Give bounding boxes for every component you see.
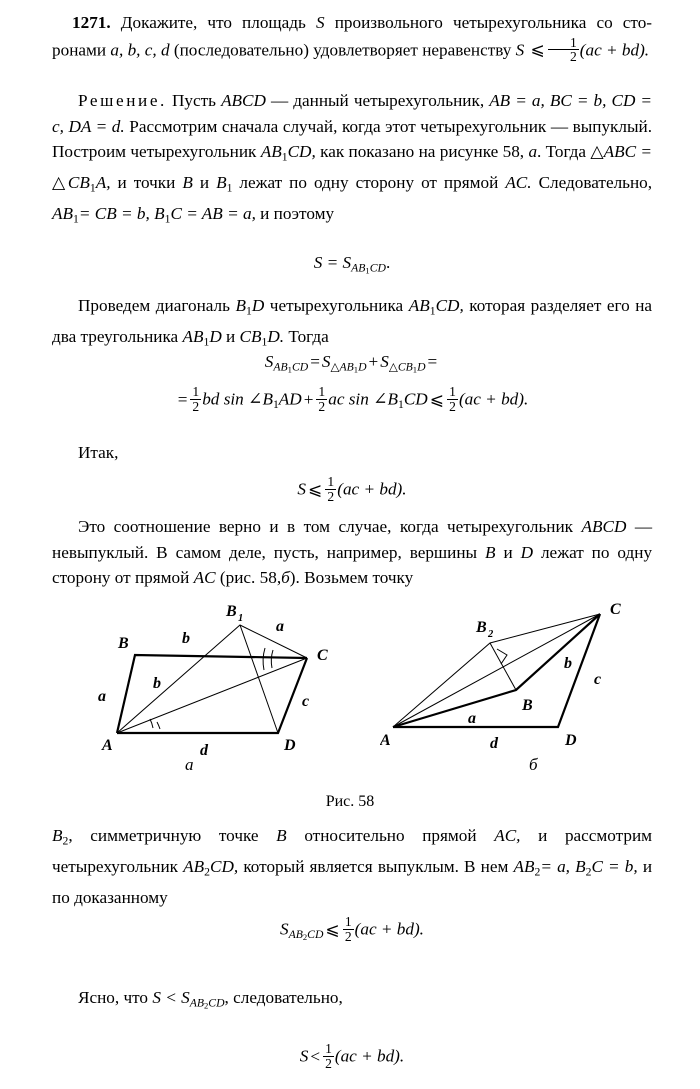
p3-t4: лежат по одну сторону от прямой bbox=[52, 542, 653, 588]
solution-heading: Решение. bbox=[78, 91, 167, 110]
fraction-numerator: 1 bbox=[569, 34, 577, 50]
math-B1-subscript: 1 bbox=[226, 181, 233, 195]
math-AB1CD-base: AB bbox=[260, 142, 282, 162]
eq5-lt: < bbox=[310, 1046, 321, 1066]
fig-b-edge-AB: a bbox=[468, 710, 476, 727]
eq5-f-den: 2 bbox=[325, 1055, 332, 1071]
p3-t5: (рис. 58, bbox=[219, 568, 282, 588]
math-AB1-base: AB bbox=[52, 203, 73, 223]
math-ABCD: ABCD bbox=[221, 91, 266, 110]
math-AB1D-tail: D bbox=[209, 326, 222, 346]
eq2l2-term2-sub: 1 bbox=[398, 397, 404, 411]
math-B1 bbox=[216, 173, 233, 195]
p1-t4: как показано на рисунке 58, bbox=[320, 142, 525, 162]
solution-p3-text bbox=[52, 514, 652, 591]
math-B1D-base: B bbox=[235, 296, 246, 315]
eq4-sub-b: 2 bbox=[302, 932, 308, 942]
eq4-f-den: 2 bbox=[344, 928, 352, 944]
fig-a-edge-AD: d bbox=[200, 742, 208, 759]
math-AB1D bbox=[182, 326, 222, 349]
figure-58 bbox=[0, 598, 700, 810]
fig-a-edge-AB1: b bbox=[153, 675, 161, 692]
problem-statement-text bbox=[52, 10, 652, 64]
equation-4 bbox=[52, 915, 652, 944]
math-AC: AC. bbox=[505, 173, 532, 193]
math-B2-subscript: 2 bbox=[62, 834, 69, 848]
math-S-lt-sub-c: CD bbox=[208, 996, 225, 1010]
problem-number: 1271. bbox=[72, 13, 111, 32]
p1-t5: . Тогда bbox=[537, 142, 587, 162]
p1-t3: Рассмотрим сначала случай, когда этот четырехугольник — выпуклый. Построим четырехугольник bbox=[52, 116, 653, 162]
math-AB1-eq-CB bbox=[52, 203, 256, 226]
math-AB2eq-tail: C = b, bbox=[591, 856, 638, 876]
fig-b-edge-CD: c bbox=[594, 671, 602, 688]
math-B-2: B bbox=[485, 542, 496, 562]
fig-b-edge-BC: b bbox=[564, 655, 572, 672]
math-tri-base: △ABC = △CB bbox=[52, 142, 653, 193]
fig-a-edge-AB: a bbox=[98, 688, 106, 705]
p3-t2: — невыпуклый. В самом деле, пусть, например, вершины bbox=[52, 517, 652, 562]
solution-p5-text bbox=[52, 985, 652, 1019]
eq2l1-s3-sub: △CB bbox=[388, 360, 413, 374]
math-tri-subscript: 1 bbox=[89, 181, 96, 195]
p1-t9: Следовательно, bbox=[538, 173, 653, 193]
math-S-lt-sub-b: 2 bbox=[203, 1000, 209, 1011]
eq2l1-s2-sub: △AB bbox=[330, 360, 354, 374]
math-CB1D bbox=[239, 326, 285, 349]
eq3-fraction bbox=[325, 475, 336, 504]
p1-t10: и поэтому bbox=[260, 203, 335, 223]
equation-5 bbox=[52, 1042, 652, 1071]
fraction-denominator: 2 bbox=[569, 49, 577, 65]
math-AB2CD-subscript: 2 bbox=[204, 865, 210, 879]
eq5-fraction bbox=[323, 1042, 334, 1071]
p2-t4: и bbox=[226, 326, 236, 346]
math-AB1CD-2 bbox=[408, 296, 464, 318]
eq5-tail: (ac + bd). bbox=[334, 1046, 405, 1066]
fig-a-angle-arc-C-inner bbox=[271, 650, 273, 668]
fig-b-label-C: C bbox=[610, 601, 621, 618]
eq2l1-equals: = bbox=[310, 352, 320, 371]
problem-text-2: произвольного четырехугольника со сто- bbox=[334, 13, 653, 32]
eq5-f-num: 1 bbox=[325, 1041, 332, 1056]
eq3-lhs: S bbox=[297, 479, 307, 499]
fig-b-right-angle-mark bbox=[497, 649, 507, 664]
fig-b-label-A: A bbox=[380, 732, 391, 749]
math-B1D bbox=[235, 296, 265, 318]
fig-b-label-B2-subscript: 2 bbox=[488, 629, 494, 640]
math-B-3: B bbox=[276, 826, 287, 845]
math-AC-2: AC bbox=[193, 568, 216, 588]
figure-58b-diagram bbox=[380, 598, 670, 783]
eq2l2-le: ⩽ bbox=[429, 389, 445, 409]
p3-t6: ). Возьмем точку bbox=[289, 568, 414, 588]
p1-t7: и bbox=[199, 173, 210, 193]
eq2l2-equals: = bbox=[177, 389, 188, 409]
math-AB2-eq-a bbox=[513, 856, 638, 879]
math-AB1CD-subscript: 1 bbox=[281, 150, 288, 164]
eq3-le: ⩽ bbox=[308, 479, 323, 499]
math-AB1-tail: C = AB = a, bbox=[170, 203, 256, 223]
math-AB2CD-base: AB bbox=[183, 856, 205, 876]
eq2l2-f2-den: 2 bbox=[318, 398, 326, 414]
math-D: D bbox=[520, 542, 534, 562]
math-AB1CD-tail: CD, bbox=[287, 142, 316, 162]
eq5-lhs: S bbox=[299, 1046, 309, 1066]
eq2l2-f2-num: 1 bbox=[318, 384, 326, 399]
math-AB1D-subscript: 1 bbox=[203, 335, 210, 349]
eq2l1-s3: S bbox=[380, 352, 389, 371]
problem-text-3: ронами bbox=[52, 40, 107, 60]
p2-t1: Проведем диагональ bbox=[78, 296, 230, 315]
math-AC-3: AC, bbox=[494, 826, 521, 845]
fig-a-edge-CD: c bbox=[302, 693, 310, 710]
math-AB2eq-subscript: 2 bbox=[534, 865, 541, 879]
eq2l2-term1-sub: 1 bbox=[272, 397, 279, 411]
p3-t3: и bbox=[503, 542, 513, 562]
p4-t1: , симметричную точке bbox=[68, 826, 259, 845]
p5-t2: , следовательно, bbox=[224, 988, 343, 1007]
eq2l1-s1-sub3: CD bbox=[291, 360, 309, 374]
figure-58a-diagram bbox=[60, 598, 390, 783]
math-abcd: a, b, c, d bbox=[110, 40, 170, 60]
math-tri-tail: A, bbox=[95, 173, 111, 193]
p5-t1: Ясно, что bbox=[78, 988, 149, 1007]
fig-a-angle-arc-C-outer bbox=[263, 648, 265, 670]
eq2l1-s2-sub3: D bbox=[358, 360, 367, 374]
itak-text: Итак, bbox=[78, 443, 119, 462]
fig-a-label-B: B bbox=[118, 635, 129, 652]
fig-a-path-AB1C bbox=[117, 625, 310, 733]
problem-statement bbox=[52, 10, 652, 64]
p4-t5: и по доказанному bbox=[52, 856, 653, 907]
solution-paragraph-2 bbox=[52, 293, 652, 355]
eq4-tail: (ac + bd). bbox=[354, 919, 424, 939]
eq2l2-term1-tail: AD bbox=[278, 389, 302, 409]
math-AB2CD-tail: CD, bbox=[210, 856, 239, 876]
eq2l2-fraction-1 bbox=[190, 385, 201, 414]
eq2l2-fraction-3 bbox=[447, 385, 458, 414]
eq2l2-term2: ac sin ∠B bbox=[328, 389, 398, 409]
p1-t1: Пусть bbox=[172, 91, 216, 110]
fig-a-edge-B1C: a bbox=[276, 618, 284, 635]
math-ABCD-2: ABCD bbox=[581, 517, 627, 536]
math-ineq-tail: (ac + bd). bbox=[579, 40, 650, 60]
math-S-ineq: S bbox=[515, 40, 525, 60]
math-S-lt-sub-a: AB bbox=[189, 996, 204, 1010]
p2-t3: которая разделяет его на два треугольника bbox=[52, 296, 653, 346]
math-AB1CD2-base: AB bbox=[408, 296, 430, 315]
fig-a-edge-BC: b bbox=[182, 630, 190, 647]
fig-b-label-B: B bbox=[522, 697, 533, 714]
eq3-f-den: 2 bbox=[327, 488, 335, 504]
eq3-f-num: 1 bbox=[327, 474, 335, 489]
fig-b-label-B2: B bbox=[476, 619, 487, 636]
solution-paragraph-4 bbox=[52, 823, 652, 910]
p4-t2: относительно прямой bbox=[304, 826, 477, 845]
p1-t6: и точки bbox=[117, 173, 176, 193]
solution-paragraph-3 bbox=[52, 514, 652, 591]
eq2l1-tail: = bbox=[427, 352, 438, 371]
p1-t8: лежат по одну сторону от прямой bbox=[239, 173, 499, 193]
math-B: B bbox=[182, 173, 193, 193]
math-B1D-subscript: 1 bbox=[246, 304, 252, 318]
eq2l1-s2-sub2: 1 bbox=[353, 364, 359, 375]
itak-line bbox=[52, 440, 652, 466]
eq4-sub-a: AB bbox=[288, 927, 303, 941]
math-B1D-tail: D bbox=[251, 296, 265, 315]
fig-a-diagonal-AC bbox=[117, 658, 310, 733]
fig-a-angle-arc-A-inner bbox=[150, 719, 153, 728]
eq2l2-f1-den: 2 bbox=[192, 398, 200, 414]
math-le-sign: ⩽ bbox=[530, 40, 545, 60]
math-BC-CD-DA: BC = b, CD = c, DA = d. bbox=[52, 91, 653, 136]
p2-t5: Тогда bbox=[288, 326, 329, 346]
math-AB1D-base: AB bbox=[182, 326, 204, 346]
eq1-sub-b: 1 bbox=[365, 265, 370, 276]
math-B2 bbox=[52, 826, 69, 848]
fig-a-angle-arc-A-outer bbox=[157, 722, 160, 729]
fig-a-label-D: D bbox=[284, 737, 296, 754]
eq1-sub-a: AB bbox=[351, 261, 366, 275]
eq2l2-term2-tail: CD bbox=[403, 389, 428, 409]
eq2l2-f3-num: 1 bbox=[449, 384, 456, 399]
equation-2-line-2 bbox=[52, 385, 652, 414]
fig-a-label-B1: B bbox=[226, 603, 237, 620]
p2-t2: четырехугольника bbox=[269, 296, 404, 315]
p4-t4: который является выпуклым. В нем bbox=[243, 856, 509, 876]
eq2l1-s1: S bbox=[264, 352, 274, 371]
eq4-sub-c: CD bbox=[307, 927, 324, 941]
equation-3 bbox=[52, 475, 652, 504]
fig-b-edge-AD: d bbox=[490, 735, 498, 752]
math-B2-base: B bbox=[52, 826, 63, 845]
fraction-one-half bbox=[548, 36, 579, 65]
math-AB1CD2-subscript: 1 bbox=[429, 304, 436, 318]
eq2l1-s1-sub: AB bbox=[273, 360, 288, 374]
math-S: S bbox=[316, 13, 325, 32]
eq4-f-num: 1 bbox=[344, 914, 352, 929]
math-AB1CD bbox=[260, 142, 316, 164]
fig-a-label-A: A bbox=[102, 737, 113, 754]
math-CB1D-tail: D. bbox=[267, 326, 285, 346]
equation-2-line-1 bbox=[52, 352, 652, 374]
fig-b-segment-B2B bbox=[490, 643, 516, 690]
figure-caption: Рис. 58 bbox=[325, 793, 375, 810]
figure-ref-b: б bbox=[281, 568, 290, 588]
eq2l2-tail: (ac + bd). bbox=[458, 389, 529, 409]
fig-b-label-D: D bbox=[565, 732, 577, 749]
eq2l1-s3-sub2: 1 bbox=[412, 364, 418, 375]
p4-t3: и рассмотрим четырехугольник bbox=[52, 826, 653, 876]
math-AB2eq-mid: = a, B bbox=[540, 856, 586, 876]
p3-t1: Это соотношение верно и в том случае, когда четырехугольник bbox=[78, 517, 574, 536]
eq1-sub-c: CD bbox=[369, 261, 386, 275]
math-AB2CD bbox=[183, 856, 239, 879]
math-AB1CD2-tail: CD, bbox=[435, 296, 464, 315]
eq1-lhs: S = S bbox=[313, 253, 352, 272]
eq1-tail: . bbox=[385, 253, 391, 272]
math-CB1D-subscript: 1 bbox=[261, 335, 268, 349]
problem-text-1: Докажите, что площадь bbox=[120, 13, 306, 32]
eq2l1-s1-sub2: 1 bbox=[287, 364, 292, 375]
eq4-le: ⩽ bbox=[325, 919, 340, 939]
eq2l2-f3-den: 2 bbox=[449, 398, 456, 414]
p1-t2: — данный четырехугольник, bbox=[271, 91, 485, 110]
eq2l2-f1-num: 1 bbox=[192, 384, 200, 399]
solution-paragraph-5 bbox=[52, 985, 652, 1019]
figure-ref-a: а bbox=[528, 142, 538, 162]
math-AB2eq-base: AB bbox=[513, 856, 535, 876]
fig-a-label-B1-subscript: 1 bbox=[238, 613, 244, 624]
solution-p4-text bbox=[52, 823, 652, 910]
math-AB1-mid: = CB = b, B bbox=[78, 203, 165, 223]
fig-a-label-C: C bbox=[317, 647, 328, 664]
eq2l1-s3-sub3: D bbox=[417, 360, 426, 374]
math-AB1-subscript: 1 bbox=[73, 212, 79, 226]
math-AB2eq-subscript2: 2 bbox=[585, 865, 592, 879]
eq2l2-fraction-2 bbox=[316, 385, 327, 414]
figure-sublabel-a: а bbox=[185, 755, 194, 774]
eq2l2-plus: + bbox=[303, 389, 314, 409]
solution-paragraph-1 bbox=[52, 88, 652, 232]
equation-1 bbox=[52, 253, 652, 275]
math-AB-eq-a: AB = a, bbox=[489, 91, 545, 110]
eq3-tail: (ac + bd). bbox=[337, 479, 407, 499]
math-CB1D-base: CB bbox=[239, 326, 262, 346]
math-AB1-subscript2: 1 bbox=[164, 212, 171, 226]
math-S-lt-base: S < S bbox=[152, 988, 190, 1007]
eq4-lhs: S bbox=[280, 919, 289, 939]
problem-text-4: (последовательно) удовлетворяет неравенству bbox=[173, 40, 512, 60]
math-B1-base: B bbox=[216, 173, 227, 193]
math-S-lt-SAB2CD bbox=[152, 988, 225, 1011]
solution-p2-text bbox=[52, 293, 652, 355]
eq4-fraction bbox=[343, 915, 354, 944]
eq2l2-term1: bd sin ∠B bbox=[202, 389, 273, 409]
eq2l1-s2: S bbox=[321, 352, 331, 371]
figure-sublabel-b: б bbox=[529, 755, 538, 774]
solution-p1-text bbox=[52, 88, 652, 232]
eq2l1-plus: + bbox=[368, 352, 379, 371]
